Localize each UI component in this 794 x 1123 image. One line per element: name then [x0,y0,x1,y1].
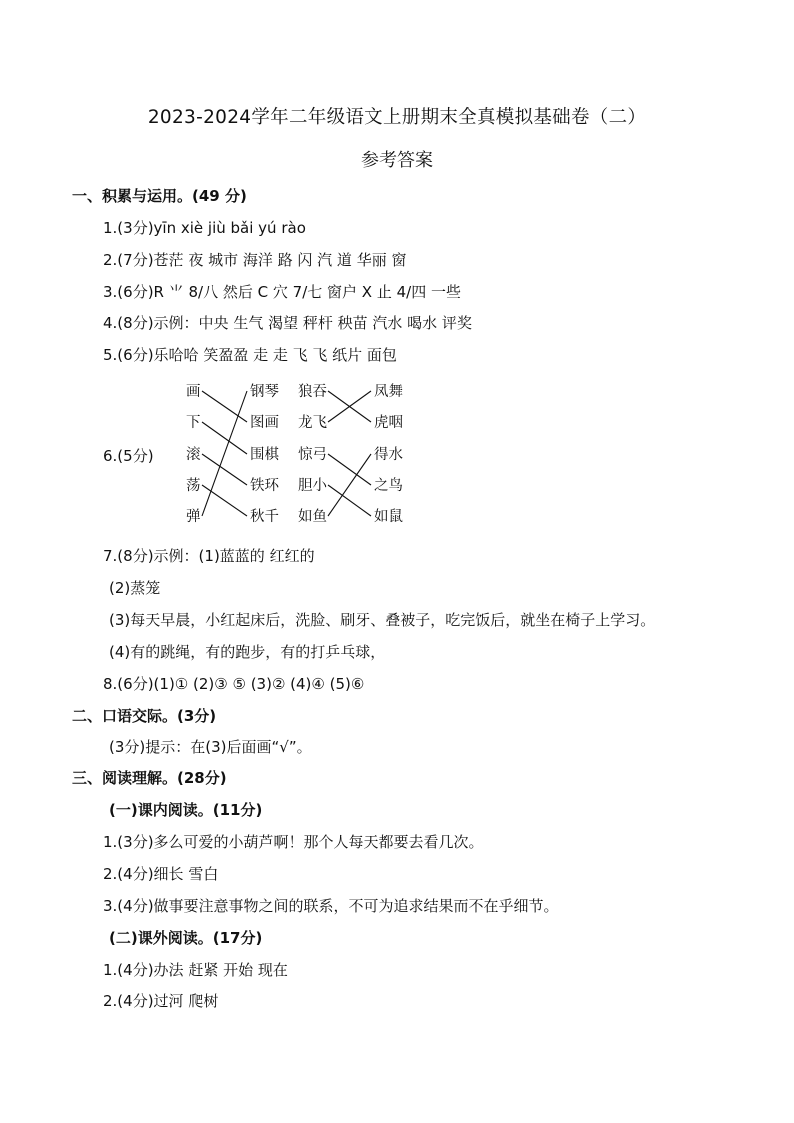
q7-answer-1: 7.(8分)示例：(1)蓝蓝的 红红的 [103,547,315,565]
e1-answer: 1.(4分)办法 赶紧 开始 现在 [103,961,288,979]
match-left-a-0: 画 [186,384,201,400]
match-left-a-4: 弹 [186,509,201,525]
match-right-a-0: 钢琴 [250,384,279,400]
page-subtitle: 参考答案 [361,150,433,171]
oral-answer: (3分)提示：在(3)后面画“√”。 [109,738,312,756]
page-title: 2023-2024学年二年级语文上册期末全真模拟基础卷（二） [147,107,647,128]
match-line-a-1 [202,422,247,454]
match-left-a-3: 荡 [186,478,201,494]
match-right-a-1: 图画 [250,415,279,431]
q5-answer: 5.(6分)乐哈哈 笑盈盈 走 走 飞 飞 纸片 面包 [103,346,397,364]
match-right-b-0: 凤舞 [374,384,403,400]
match-right-a-2: 围棋 [250,447,279,463]
subsection-1-heading: (一)课内阅读。(11分) [109,801,263,819]
match-right-a-3: 铁环 [250,478,279,494]
e2-answer: 2.(4分)过河 爬树 [103,992,219,1010]
q1-answer: 1.(3分)yīn xiè jiù bǎi yú rào [103,219,306,237]
section-1-heading: 一、积累与运用。(49 分) [72,187,247,205]
section-3-heading: 三、阅读理解。(28分) [72,769,227,787]
q2-answer: 2.(7分)苍茫 夜 城市 海洋 路 闪 汽 道 华丽 窗 [103,251,407,269]
q6-label: 6.(5分) [103,447,154,465]
q7-answer-4: (4)有的跳绳，有的跑步，有的打乒乓球， [109,643,386,661]
match-line-b-3 [328,485,371,516]
match-left-a-1: 下 [186,415,201,431]
match-line-a-0 [202,391,247,422]
match-right-b-4: 如鼠 [374,509,403,525]
match-left-b-2: 惊弓 [298,447,327,463]
match-left-a-2: 滚 [186,447,201,463]
q4-answer: 4.(8分)示例：中央 生气 渴望 秤杆 秧苗 汽水 喝水 评奖 [103,314,472,332]
r1-answer: 1.(3分)多么可爱的小葫芦啊！那个人每天都要去看几次。 [103,833,484,851]
match-right-b-3: 之鸟 [374,478,403,494]
match-line-b-2 [328,454,371,485]
match-line-a-4 [202,391,247,516]
q8-answer: 8.(6分)(1)① (2)③ ⑤ (3)② (4)④ (5)⑥ [103,675,365,693]
match-left-b-0: 狼吞 [298,384,327,400]
q7-answer-3: (3)每天早晨，小红起床后，洗脸、刷牙、叠被子，吃完饭后，就坐在椅子上学习。 [109,611,656,629]
section-2-heading: 二、口语交际。(3分) [72,707,217,725]
match-right-b-2: 得水 [374,447,403,463]
q7-answer-2: (2)蒸笼 [109,579,161,597]
match-line-a-3 [202,485,247,516]
subsection-2-heading: (二)课外阅读。(17分) [109,929,263,947]
match-right-b-1: 虎咽 [374,415,403,431]
q3-answer: 3.(6分)R ⺌ 8/八 然后 C 穴 7/七 窗户 X 止 4/四 一些 [103,283,461,301]
match-line-b-4 [328,454,371,516]
match-right-a-4: 秋千 [250,509,279,525]
match-left-b-1: 龙飞 [298,415,327,431]
match-left-b-3: 胆小 [298,478,327,494]
r3-answer: 3.(4分)做事要注意事物之间的联系，不可为追求结果而不在乎细节。 [103,897,559,915]
match-left-b-4: 如鱼 [298,509,327,525]
match-line-a-2 [202,454,247,485]
r2-answer: 2.(4分)细长 雪白 [103,865,219,883]
